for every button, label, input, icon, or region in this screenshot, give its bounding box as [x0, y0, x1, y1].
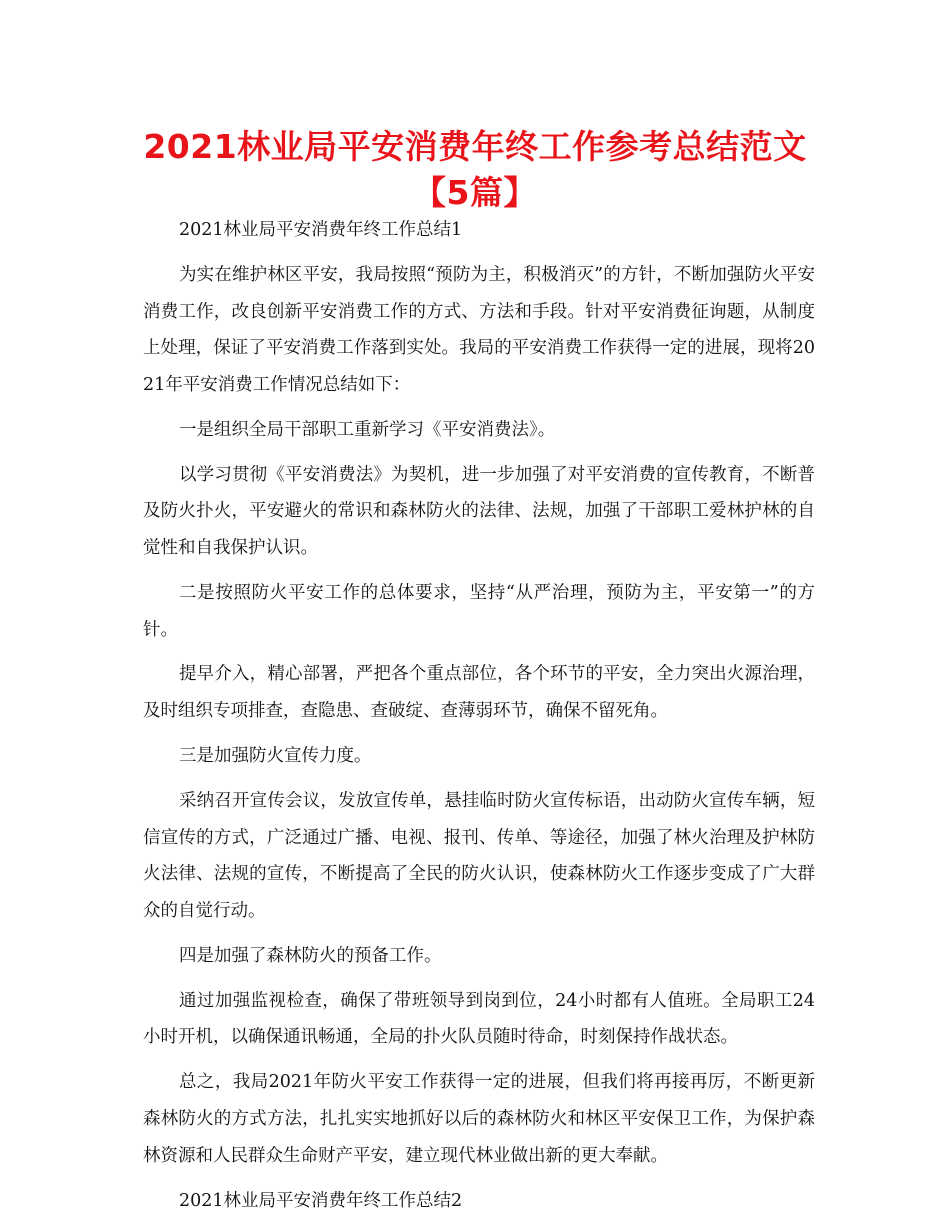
point-two-body: 提早介入，精心部署，严把各个重点部位，各个环节的平安，全力突出火源治理，及时组织专项排查，查隐患、查破绽、查薄弱环节，确保不留死角。 [143, 664, 815, 722]
point-four-heading: 四是加强了森林防火的预备工作。 [179, 945, 442, 966]
document-body [143, 212, 815, 1228]
point-one-body: 以学习贯彻《平安消费法》为契机，进一步加强了对平安消费的宣传教育，不断普及防火扑火，平安避火的常识和森林防火的法律、法规，加强了干部职工爱林护林的自觉性和自我保护认识。 [143, 464, 815, 558]
point-three-body: 采纳召开宣传会议，发放宣传单，悬挂临时防火宣传标语，出动防火宣传车辆，短信宣传的方式，广泛通过广播、电视、报刊、传单、等途径，加强了林火治理及护林防火法律、法规的宣传，不断提高了全民的防火认识，使森林防火工作逐步变成了广大群众的自觉行动。 [143, 791, 815, 921]
section-heading-1: 2021林业局平安消费年终工作总结1 [179, 220, 463, 240]
point-four-body: 通过加强监视检查，确保了带班领导到岗到位，24小时都有人值班。全局职工24小时开机，以确保通讯畅通，全局的扑火队员随时待命，时刻保持作战状态。 [143, 990, 815, 1048]
intro-paragraph: 为实在维护林区平安，我局按照“预防为主，积极消灭”的方针，不断加强防火平安消费工作，改良创新平安消费工作的方式、方法和手段。针对平安消费征询题，从制度上处理，保证了平安消费工作落到实处。我局的平安消费工作获得一定的进展，现将2021年平安消费工作情况总结如下： [143, 264, 815, 395]
point-one-heading: 一是组织全局干部职工重新学习《平安消费法》。 [179, 419, 556, 440]
section-heading-2: 2021林业局平安消费年终工作总结2 [179, 1190, 463, 1211]
conclusion-paragraph: 总之，我局2021年防火平安工作获得一定的进展，但我们将再接再厉，不断更新森林防火的方式方法，扎扎实实地抓好以后的森林防火和林区平安保卫工作，为保护森林资源和人民群众生命财产平安，建立现代林业做出新的更大奉献。 [143, 1072, 815, 1166]
point-two-heading: 二是按照防火平安工作的总体要求，坚持“从严治理，预防为主，平安第一”的方针。 [143, 582, 815, 640]
point-three-heading: 三是加强防火宣传力度。 [179, 746, 372, 767]
document-title: 2021林业局平安消费年终工作参考总结范文【5篇】 [143, 127, 807, 212]
